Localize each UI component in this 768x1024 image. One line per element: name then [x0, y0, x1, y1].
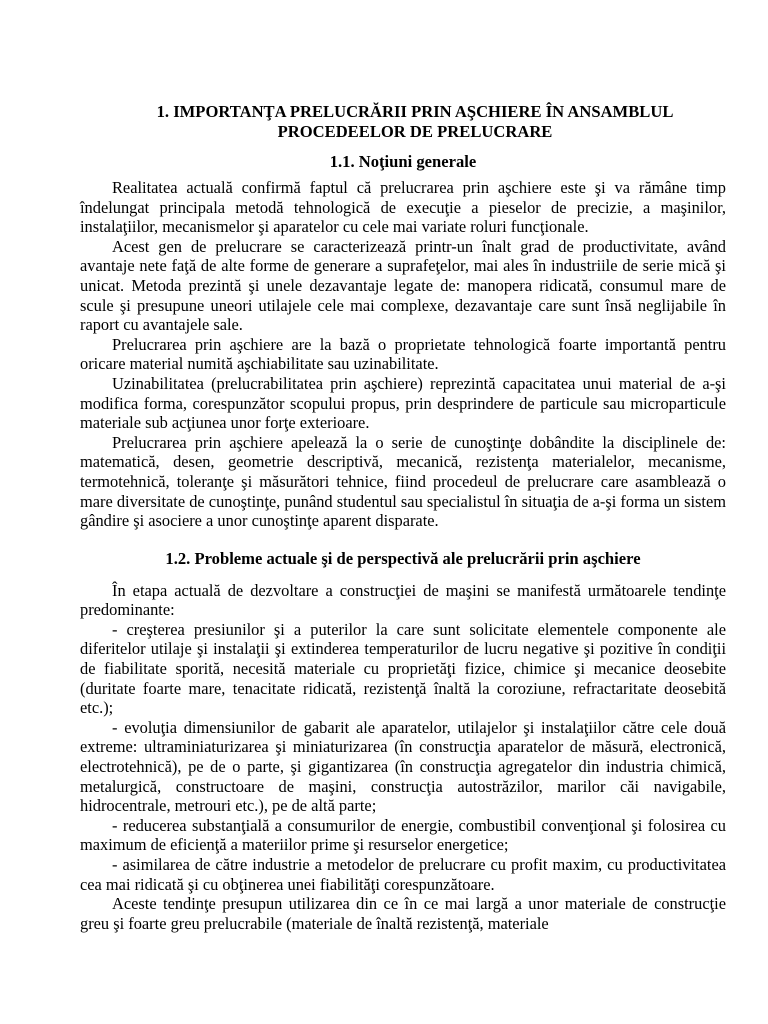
paragraph: În etapa actuală de dezvoltare a construcţiei de maşini se manifestă următoarele tendinţe predominante:	[80, 580, 726, 620]
section-2-body	[80, 581, 726, 934]
section-2-title: 1.2. Probleme actuale şi de perspectivă ale prelucrării prin aşchiere	[165, 548, 641, 568]
list-item: - evoluţia dimensiunilor de gabarit ale aparatelor, utilajelor şi instalaţiilor către cele două extreme: ultraminiaturizarea şi miniaturizarea (în construcţia aparatelor de măsură, electronică, electrotehnică), pe de o parte, şi gigantizarea (în construcţia agregatelor din industria chimică, metalurgică, constructoare de maşini, construcţia autostrăzilor, marilor căi navigabile, hidrocentrale, metrouri etc.), pe de altă parte;	[80, 717, 726, 816]
paragraph: Acest gen de prelucrare se caracterizează printr-un înalt grad de productivitate, având avantaje nete faţă de alte forme de generare a suprafeţelor, mai ales în industriile de serie mică şi unicat. Metoda prezintă şi unele dezavantaje legate de: manopera ridicată, consumul mare de scule şi presupune uneori utilajele cele mai complexe, dezavantaje care sunt însă neglijabile în raport cu avantajele sale.	[80, 236, 726, 335]
paragraph: Prelucrarea prin aşchiere are la bază o proprietate tehnologică foarte importantă pentru oricare material numită aşchiabilitate sau uzinabilitate.	[80, 334, 726, 374]
chapter-heading-line-2: PROCEDEELOR DE PRELUCRARE	[277, 122, 553, 141]
list-item: - asimilarea de către industrie a metodelor de prelucrare cu profit maxim, cu productivitatea cea mai ridicată şi cu obţinerea unei fiabilităţi corespunzătoare.	[80, 855, 726, 894]
paragraph: Aceste tendinţe presupun utilizarea din ce în ce mai largă a unor materiale de construcţie greu şi foarte greu prelucrabile (materiale de înaltă rezistenţă, materiale	[80, 894, 726, 933]
paragraph: Uzinabilitatea (prelucrabilitatea prin aşchiere) reprezintă capacitatea unui material de a-şi modifica forma, corespunzător scopului propus, prin desprindere de particule sau microparticule materiale sub acţiunea unor forţe exterioare.	[80, 373, 726, 433]
document-page	[80, 102, 726, 933]
section-1-body	[80, 178, 726, 531]
chapter-heading	[80, 102, 726, 142]
paragraph: Prelucrarea prin aşchiere apelează la o serie de cunoştinţe dobândite la disciplinele de: matematică, desen, geometrie descriptivă, mecanică, rezistenţa materialelor, mecanisme, termotehnică, toleranţe şi măsurători tehnice, fiind procedeul de prelucrare care asamblează o mare diversitate de cunoştinţe, punând studentul sau specialistul în situaţia de a-şi forma un sistem gândire şi asociere a unor cunoştinţe aparent disparate.	[80, 432, 726, 531]
chapter-heading-line-1: 1. IMPORTANŢA PRELUCRĂRII PRIN AŞCHIERE ÎN ANSAMBLUL	[156, 102, 674, 121]
list-item: - creşterea presiunilor şi a puterilor la care sunt solicitate elementele componente ale diferitelor utilaje şi instalaţii şi extinderea temperaturilor de lucru negative şi pozitive în condiţii de fiabilitate sporită, necesită materiale cu proprietăţi fizice, chimice şi mecanice deosebite (duritate foarte mare, tenacitate ridicată, rezistenţă înaltă la coroziune, refractaritate deosebită etc.);	[80, 619, 726, 718]
paragraph: Realitatea actuală confirmă faptul că prelucrarea prin aşchiere este şi va rămâne timp îndelungat principala metodă tehnologică de execuţie a pieselor de precizie, a maşinilor, instalaţiilor, mecanismelor şi aparatelor cu cele mai variate roluri funcţionale.	[80, 178, 726, 237]
list-item: - reducerea substanţială a consumurilor de energie, combustibil convenţional şi folosirea cu maximum de eficienţă a materiilor prime şi resurselor energetice;	[80, 815, 726, 855]
section-1-title: 1.1. Noţiuni generale	[329, 152, 477, 171]
